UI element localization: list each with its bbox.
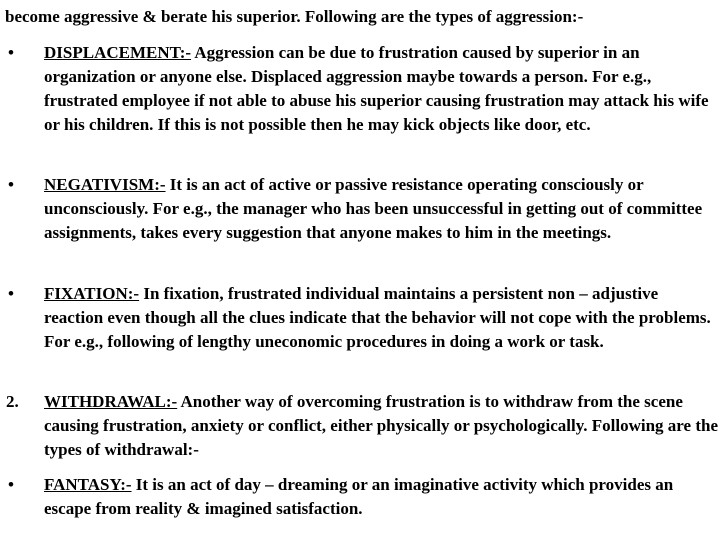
item-body [44,473,718,521]
item-body [44,390,718,462]
bullet-marker: • [8,475,14,494]
intro-line: become aggressive & berate his superior. Following are the types of aggression:- [5,7,584,26]
number-marker: 2. [6,392,19,411]
item-text: In fixation, frustrated individual maintains a persistent non – adjustive reaction even though all the clues indicate that the behavior will not cope with the problems. For e.g., following of lengthy uneconomic procedures in doing a work or task. [44,284,711,351]
term-fixation: FIXATION:- [44,284,140,303]
item-body [44,173,718,245]
item-text: It is an act of active or passive resistance operating consciously or unconsciously. For e.g., the manager who has been unsuccessful in getting out of committee assignments, takes every suggestion that anyone makes to him in the meetings. [44,175,703,242]
bullet-marker: • [8,175,14,194]
term-fantasy: FANTASY:- [44,475,132,494]
term-negativism: NEGATIVISM:- [44,175,166,194]
bullet-marker: • [8,43,14,62]
item-body [44,282,718,354]
item-text: It is an act of day – dreaming or an imaginative activity which provides an escape from reality & imagined satisfaction. [44,475,674,518]
bullet-marker: • [8,284,14,303]
term-withdrawal: WITHDRAWAL:- [44,392,178,411]
item-text: Aggression can be due to frustration caused by superior in an organization or anyone else. Displaced aggression maybe towards a person. For e.g., frustrated employee if not able to abuse his superior causing frustration may attack his wife or his children. If this is not possible then he may kick objects like door, etc. [44,43,709,134]
item-body [44,41,718,137]
term-displacement: DISPLACEMENT:- [44,43,192,62]
item-text: Another way of overcoming frustration is to withdraw from the scene causing frustration, anxiety or conflict, either physically or psychologically. Following are the types of withdrawal:- [44,392,718,459]
